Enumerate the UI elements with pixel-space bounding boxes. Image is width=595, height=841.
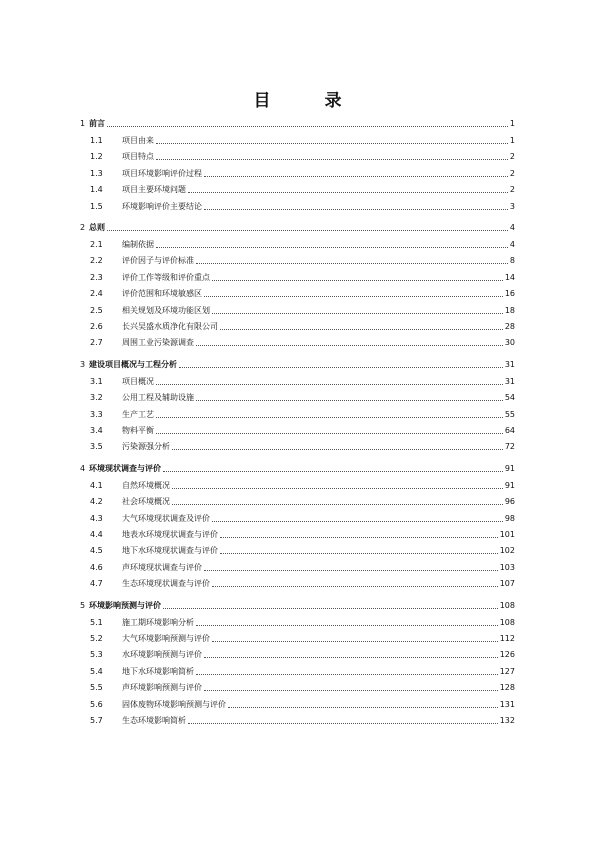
toc-leader-dots (228, 707, 498, 708)
toc-section-entry[interactable] (0, 480, 595, 492)
toc-number: 2.4 (90, 289, 103, 299)
toc-number: 2 (80, 223, 86, 232)
toc-title: 建设项目概况与工程分析 (89, 359, 177, 369)
toc-title: 生态环境影响简析 (122, 716, 186, 725)
toc-leader-dots (204, 690, 498, 691)
toc-title: 项目由来 (122, 136, 154, 145)
toc-title: 地下水环境现状调查与评价 (122, 546, 218, 556)
toc-number: 1.1 (90, 136, 103, 145)
toc-page-number: 18 (504, 305, 515, 315)
toc-page-number: 126 (499, 650, 515, 660)
toc-page-number: 108 (499, 600, 515, 610)
toc-title: 自然环境概况 (122, 480, 170, 490)
toc-title: 声环境现状调查与评价 (122, 562, 202, 572)
toc-page-number: 55 (504, 409, 515, 419)
toc-leader-dots (204, 657, 498, 658)
toc-title: 声环境影响预测与评价 (122, 683, 202, 693)
toc-leader-dots (188, 723, 498, 724)
toc-number: 5.5 (90, 683, 103, 693)
toc-chapter-entry[interactable] (0, 118, 595, 130)
toc-leader-dots (212, 586, 498, 587)
toc-page-number: 131 (499, 699, 515, 709)
toc-leader-dots (156, 384, 503, 385)
toc-page-number: 2 (509, 168, 515, 178)
toc-number: 5.2 (90, 634, 103, 643)
toc-section-entry[interactable] (0, 272, 595, 284)
toc-title: 项目概况 (122, 376, 154, 386)
toc-section-entry[interactable] (0, 649, 595, 661)
toc-leader-dots (204, 296, 503, 297)
toc-title: 物料平衡 (122, 426, 154, 435)
toc-number: 2.2 (90, 256, 103, 266)
toc-page-number: 14 (504, 272, 515, 282)
toc-leader-dots (204, 570, 498, 571)
toc-title: 污染源强分析 (122, 442, 170, 452)
toc-section-entry[interactable] (0, 376, 595, 388)
toc-section-entry[interactable] (0, 409, 595, 421)
toc-section-entry[interactable] (0, 617, 595, 629)
toc-number: 1.3 (90, 168, 103, 178)
toc-number: 2.6 (90, 322, 103, 331)
toc-title: 生态环境现状调查与评价 (122, 579, 210, 589)
toc-number: 3.3 (90, 409, 103, 419)
toc-page-number: 64 (504, 426, 515, 435)
toc-page-number: 54 (504, 393, 515, 403)
toc-number: 4.2 (90, 497, 103, 507)
toc-title: 地下水环境影响简析 (122, 666, 194, 676)
toc-leader-dots (188, 192, 508, 193)
toc-section-entry[interactable] (0, 633, 595, 645)
toc-number: 4.4 (90, 530, 103, 539)
toc-section-entry[interactable] (0, 288, 595, 300)
toc-page-number: 8 (509, 256, 515, 266)
toc-leader-dots (204, 209, 508, 210)
toc-leader-dots (156, 143, 508, 144)
toc-number: 2.3 (90, 272, 103, 282)
toc-page-number: 127 (499, 666, 515, 676)
toc-page-number: 91 (504, 463, 515, 473)
toc-page-number: 2 (509, 185, 515, 195)
toc-leader-dots (196, 625, 498, 626)
toc-leader-dots (220, 553, 498, 554)
toc-page-number: 103 (499, 562, 515, 572)
toc-section-entry[interactable] (0, 255, 595, 267)
toc-title: 环境现状调查与评价 (89, 463, 161, 473)
toc-leader-dots (212, 521, 503, 522)
toc-section-entry[interactable] (0, 151, 595, 163)
toc-title: 项目环境影响评价过程 (122, 168, 202, 178)
toc-chapter-entry[interactable] (0, 359, 595, 371)
toc-title: 社会环境概况 (122, 497, 170, 507)
toc-number: 2.5 (90, 305, 103, 315)
toc-section-entry[interactable] (0, 305, 595, 317)
toc-page-number: 98 (504, 513, 515, 523)
toc-number: 3.4 (90, 426, 103, 435)
toc-page-number: 108 (499, 617, 515, 627)
toc-leader-dots (172, 488, 503, 489)
toc-section-entry[interactable] (0, 513, 595, 525)
toc-page-number: 28 (504, 322, 515, 331)
toc-title: 项目特点 (122, 152, 154, 162)
toc-page-number: 96 (504, 497, 515, 507)
toc-title: 相关规划及环境功能区划 (122, 305, 210, 315)
toc-leader-dots (196, 263, 508, 264)
toc-number: 3.5 (90, 442, 103, 452)
toc-title: 环境影响预测与评价 (89, 600, 161, 610)
toc-leader-dots (204, 176, 508, 177)
toc-title: 总则 (89, 223, 105, 232)
toc-leader-dots (172, 449, 503, 450)
toc-title: 固体废物环境影响预测与评价 (122, 699, 226, 709)
toc-number: 2.1 (90, 240, 103, 249)
toc-leader-dots (196, 674, 498, 675)
toc-page-number: 101 (499, 530, 515, 539)
toc-page-number: 91 (504, 480, 515, 490)
toc-title: 大气环境现状调查及评价 (122, 513, 210, 523)
toc-leader-dots (179, 367, 503, 368)
toc-number: 4.3 (90, 513, 103, 523)
toc-title: 施工期环境影响分析 (122, 617, 194, 627)
toc-leader-dots (212, 313, 503, 314)
toc-section-entry[interactable] (0, 337, 595, 349)
toc-title: 环境影响评价主要结论 (122, 201, 202, 211)
toc-title: 周围工业污染源调查 (122, 338, 194, 348)
toc-number: 1.2 (90, 152, 103, 162)
toc-section-entry[interactable] (0, 562, 595, 574)
toc-section-entry[interactable] (0, 682, 595, 694)
toc-page-number: 16 (504, 289, 515, 299)
toc-page-number: 1 (509, 136, 515, 145)
toc-page-number: 102 (499, 546, 515, 556)
toc-chapter-entry[interactable] (0, 600, 595, 612)
toc-page-number: 31 (504, 359, 515, 369)
toc-section-entry[interactable] (0, 168, 595, 180)
toc-number: 4 (80, 463, 86, 473)
toc-title: 评价范围和环境敏感区 (122, 289, 202, 299)
toc-leader-dots (196, 400, 503, 401)
toc-number: 3.1 (90, 376, 103, 386)
toc-section-entry[interactable] (0, 666, 595, 678)
toc-leader-dots (107, 230, 508, 231)
toc-number: 5.7 (90, 716, 103, 725)
toc-leader-dots (196, 345, 503, 346)
toc-page-number: 128 (499, 683, 515, 693)
toc-section-entry[interactable] (0, 715, 595, 727)
toc-title: 大气环境影响预测与评价 (122, 634, 210, 643)
toc-title: 评价工作等级和评价重点 (122, 272, 210, 282)
toc-number: 5.6 (90, 699, 103, 709)
toc-page-number: 1 (509, 119, 515, 128)
toc-section-entry[interactable] (0, 545, 595, 557)
toc-chapter-entry[interactable] (0, 463, 595, 475)
toc-section-entry[interactable] (0, 239, 595, 251)
toc-page-number: 31 (504, 376, 515, 386)
toc-title: 水环境影响预测与评价 (122, 650, 202, 660)
toc-title: 项目主要环境问题 (122, 185, 186, 195)
toc-section-entry[interactable] (0, 496, 595, 508)
toc-title: 地表水环境现状调查与评价 (122, 530, 218, 539)
toc-title: 生产工艺 (122, 409, 154, 419)
toc-number: 5.1 (90, 617, 103, 627)
toc-page-number: 112 (499, 634, 515, 643)
toc-page-number: 4 (509, 223, 515, 232)
toc-page-number: 72 (504, 442, 515, 452)
toc-title: 公用工程及辅助设施 (122, 393, 194, 403)
toc-number: 1 (80, 119, 86, 128)
toc-leader-dots (212, 641, 498, 642)
toc-section-entry[interactable] (0, 321, 595, 333)
toc-section-entry[interactable] (0, 441, 595, 453)
toc-leader-dots (163, 608, 498, 609)
toc-leader-dots (107, 126, 508, 127)
toc-number: 2.7 (90, 338, 103, 348)
toc-section-entry[interactable] (0, 392, 595, 404)
toc-leader-dots (156, 247, 508, 248)
toc-chapter-entry[interactable] (0, 222, 595, 234)
toc-section-entry[interactable] (0, 201, 595, 213)
toc-number: 1.4 (90, 185, 103, 195)
toc-number: 3.2 (90, 393, 103, 403)
toc-section-entry[interactable] (0, 135, 595, 147)
toc-leader-dots (212, 280, 503, 281)
toc-leader-dots (220, 329, 503, 330)
toc-page-number: 107 (499, 579, 515, 589)
toc-number: 5 (80, 600, 86, 610)
toc-page-number: 30 (504, 338, 515, 348)
toc-title: 长兴吴盛水质净化有限公司 (122, 322, 218, 331)
toc-title: 前言 (89, 119, 105, 128)
toc-section-entry[interactable] (0, 699, 595, 711)
toc-leader-dots (156, 417, 503, 418)
toc-number: 3 (80, 359, 86, 369)
toc-number: 5.3 (90, 650, 103, 660)
page-title: 目 录 (253, 91, 366, 111)
toc-page-number: 132 (499, 716, 515, 725)
toc-number: 1.5 (90, 201, 103, 211)
toc-number: 5.4 (90, 666, 103, 676)
toc-leader-dots (156, 159, 508, 160)
toc-leader-dots (220, 537, 498, 538)
toc-page-number: 3 (509, 201, 515, 211)
toc-page-number: 2 (509, 152, 515, 162)
toc-number: 4.7 (90, 579, 103, 589)
toc-number: 4.5 (90, 546, 103, 556)
toc-section-entry[interactable] (0, 184, 595, 196)
toc-section-entry[interactable] (0, 529, 595, 541)
toc-title: 编制依据 (122, 240, 154, 249)
toc-title: 评价因子与评价标准 (122, 256, 194, 266)
toc-page-number: 4 (509, 240, 515, 249)
toc-section-entry[interactable] (0, 578, 595, 590)
toc-leader-dots (172, 504, 503, 505)
toc-number: 4.1 (90, 480, 103, 490)
toc-number: 4.6 (90, 562, 103, 572)
toc-section-entry[interactable] (0, 425, 595, 437)
toc-leader-dots (156, 433, 503, 434)
toc-leader-dots (163, 471, 503, 472)
